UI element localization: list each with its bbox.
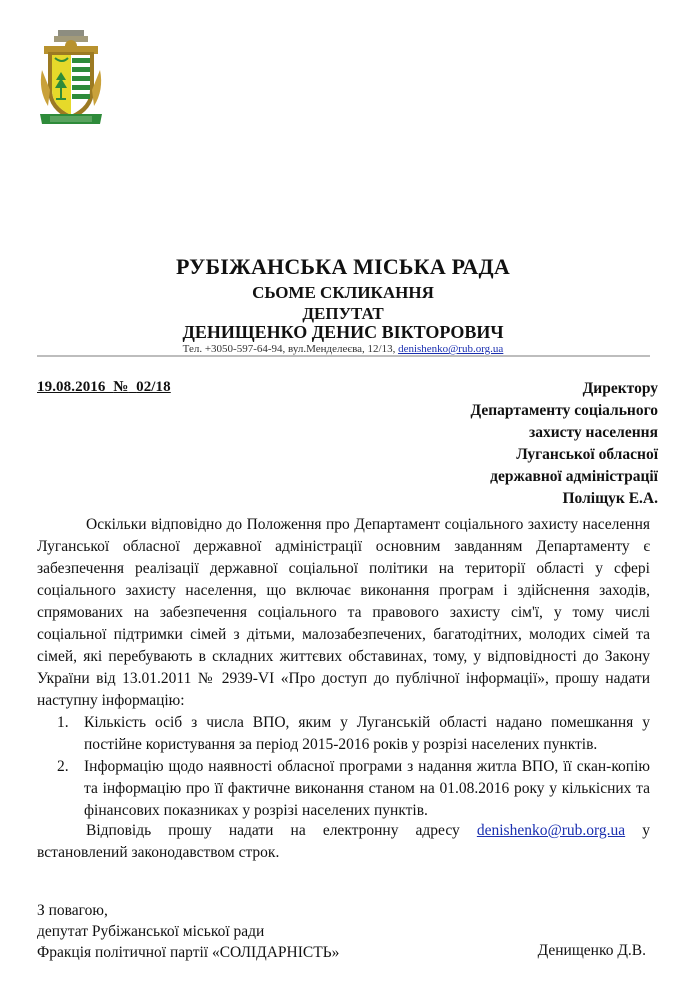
list-number: 1. (57, 714, 69, 731)
addressee-block (470, 378, 658, 510)
document-date: 19.08.2016 (37, 379, 106, 395)
addressee-line: Луганської обласної (516, 446, 658, 463)
signature-block (37, 900, 339, 963)
contact-line (0, 343, 686, 355)
response-email-link[interactable]: denishenko@rub.org.ua (476, 822, 626, 839)
signer-name: Денищенко Д.В. (537, 942, 646, 959)
list-text: Інформацію щодо наявності обласної програми з надання житла ВПО, її скан-копію та інформацію про її фактичне виконання станом на 01.08.2016 року у кількісних та фінансових показниках у розрізі населених пунктів. (84, 758, 650, 819)
addressee-line: захисту населення (528, 424, 658, 441)
response-text-end: у встановлений законодавством строк. (37, 822, 651, 861)
signer-faction: Фракція політичної партії «СОЛІДАРНІСТЬ» (37, 944, 340, 961)
list-number: 2. (57, 758, 69, 775)
deputy-name: ДЕНИЩЕНКО ДЕНИС ВІКТОРОВИЧ (182, 322, 504, 342)
addressee-line: Департаменту соціального (470, 402, 658, 419)
contact-email-link[interactable]: denishenko@rub.org.ua (398, 343, 504, 355)
addressee-line: державної адміністрації (490, 468, 658, 485)
closing-phrase: З повагою, (37, 902, 108, 919)
list-text: Кількість осіб з числа ВПО, яким у Луганській області надано помешкання у постійне користування за період 2015-2016 років у розрізі населених пунктів. (84, 714, 650, 753)
response-text: Відповідь прошу надати на електронну адресу (86, 822, 477, 839)
response-paragraph (37, 820, 650, 864)
contact-details: Тел. +3050-597-64-94, вул.Менделеєва, 12/13, (182, 343, 399, 355)
signer-title: депутат Рубіжанської міської ради (37, 923, 265, 940)
position-title: ДЕПУТАТ (302, 304, 384, 323)
list-item (37, 712, 650, 756)
document-number: 02/18 (136, 379, 171, 395)
document-reference (37, 379, 171, 396)
header-divider (37, 355, 650, 357)
coat-of-arms-icon (38, 30, 104, 128)
number-sign: № (113, 379, 129, 395)
addressee-line: Директору (582, 380, 658, 397)
list-item (37, 756, 650, 822)
convocation-title: СЬОМЕ СКЛИКАННЯ (252, 283, 434, 302)
addressee-line: Поліщук Е.А. (562, 490, 658, 507)
organization-title: РУБІЖАНСЬКА МІСЬКА РАДА (176, 254, 510, 279)
body-paragraph: Оскільки відповідно до Положення про Департамент соціального захисту населення Луганської обласної державної адміністрації основним завданням Департаменту є забезпечення реалізації державної соціальної політики на території області у сфері соціального захисту населення, що включає виконання програм і здійснення заходів, спрямованих на забезпечення соціального та правового захисту сім'ї, у тому числі соціальної підтримки сімей з дітьми, малозабезпечених, багатодітних, молодих сімей та сімей, які перебувають в складних життєвих обставинах, тому, у відповідності до Закону України від 13.01.2011 № 2939-VI «Про доступ до публічної інформації», прошу надати наступну інформацію: (37, 516, 650, 709)
